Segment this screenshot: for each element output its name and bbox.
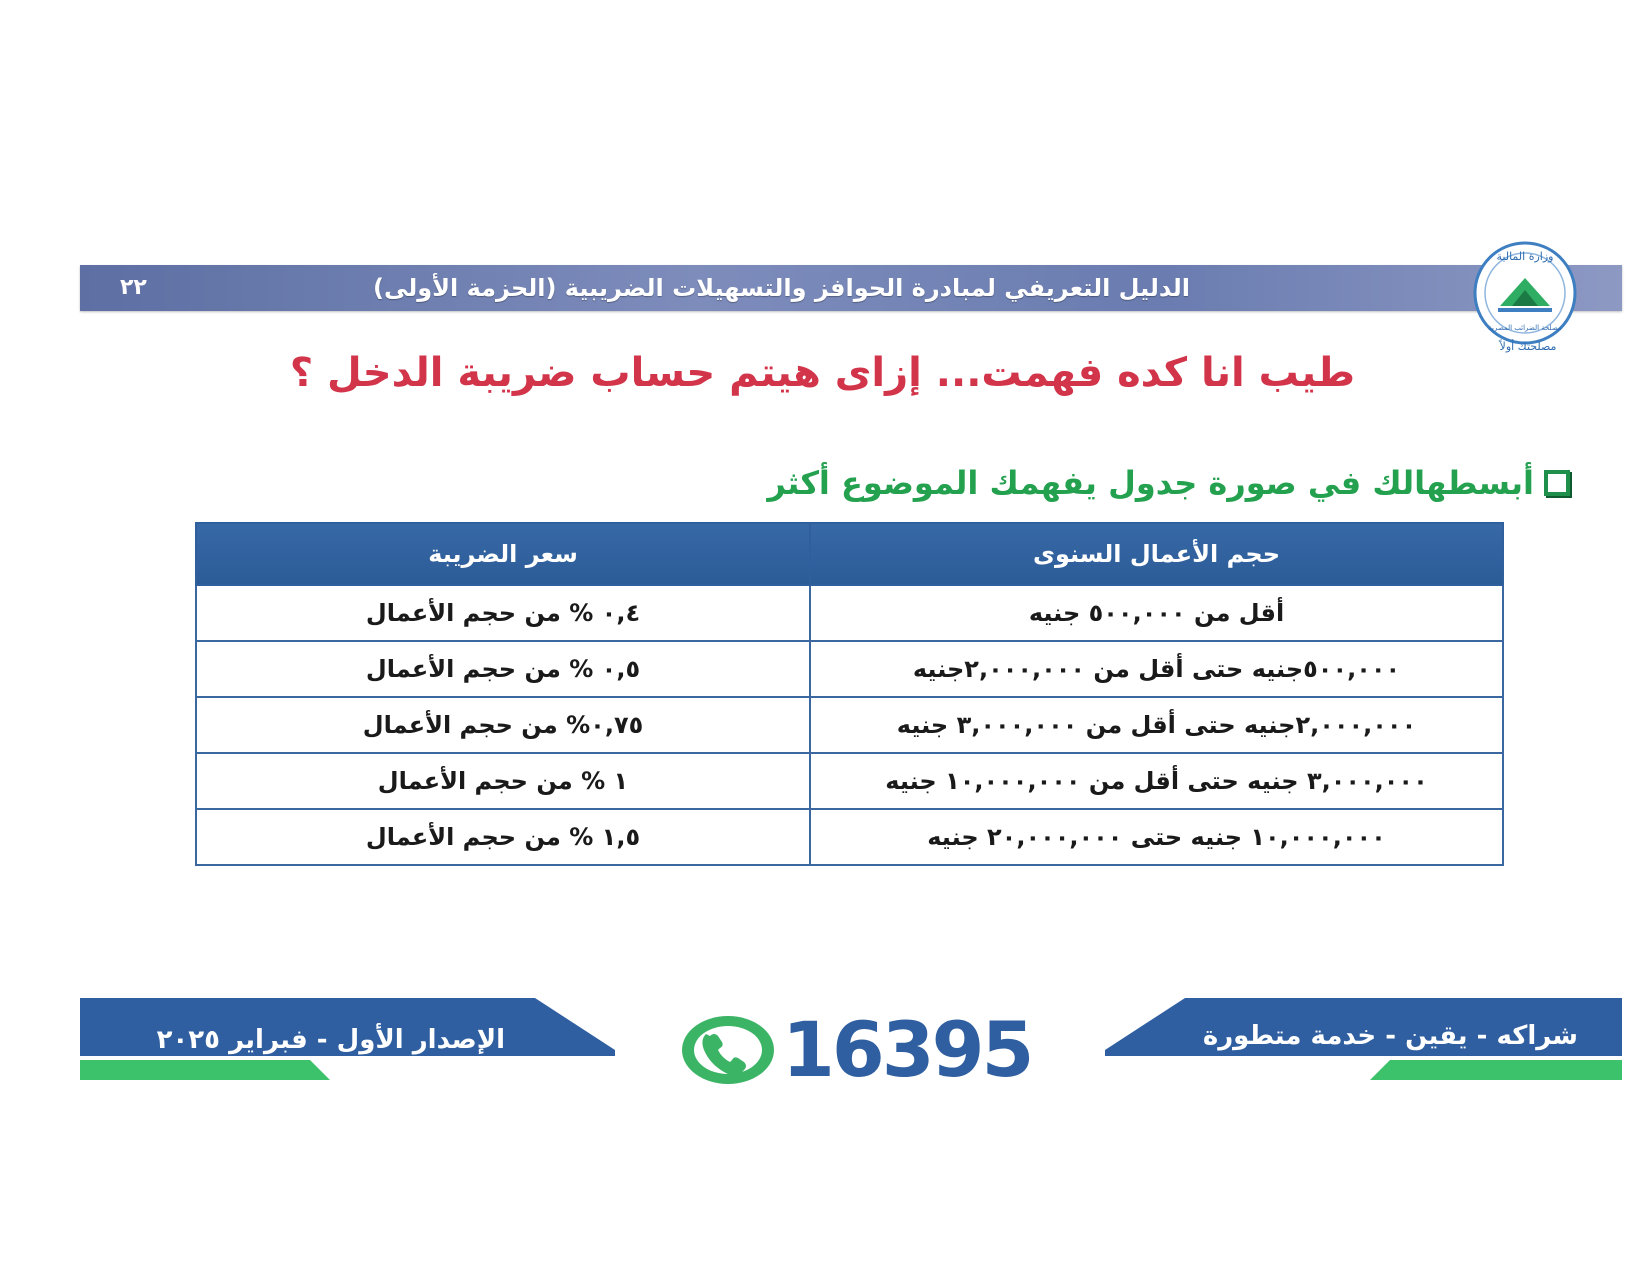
footer-edition: الإصدار الأول - فبراير ٢٠٢٥ <box>156 1025 505 1055</box>
logo-caption: مصلحتك أولاً <box>1499 340 1557 353</box>
phone-icon <box>680 1012 776 1088</box>
cell-rate: ٠,٥ % من حجم الأعمال <box>196 641 810 697</box>
table-row <box>196 809 1503 865</box>
main-heading: طيب انا كده فهمت... إزاى هيتم حساب ضريبة الدخل ؟ <box>289 350 1355 396</box>
footer-slogan: شراكه - يقين - خدمة متطورة <box>1202 1021 1578 1051</box>
logo-top-text: وزارة المالية <box>1496 250 1554 263</box>
cell-rate: ٠,٤ % من حجم الأعمال <box>196 585 810 641</box>
table-row <box>196 753 1503 809</box>
bullet-text: أبسطهالك في صورة جدول يفهمك الموضوع أكثر <box>767 464 1534 502</box>
tax-rate-table <box>195 522 1504 866</box>
bullet-line <box>767 460 1570 506</box>
column-header-volume: حجم الأعمال السنوى <box>810 523 1503 585</box>
hotline-number: 16395 <box>782 1005 1032 1094</box>
cell-volume: أقل من ٥٠٠,٠٠٠ جنيه <box>810 585 1503 641</box>
cell-volume: ١٠,٠٠٠,٠٠٠ جنيه حتى ٢٠,٠٠٠,٠٠٠ جنيه <box>810 809 1503 865</box>
table-header-row <box>196 523 1503 585</box>
ministry-logo <box>1470 238 1580 348</box>
header-title: الدليل التعريفي لمبادرة الحوافز والتسهيلات الضريبية (الحزمة الأولى) <box>372 274 1190 302</box>
checkbox-bullet-icon <box>1544 470 1570 496</box>
table-row <box>196 585 1503 641</box>
cell-rate: ١ % من حجم الأعمال <box>196 753 810 809</box>
table-row <box>196 641 1503 697</box>
hotline <box>680 1005 1032 1094</box>
column-header-rate: سعر الضريبة <box>196 523 810 585</box>
cell-rate: ١,٥ % من حجم الأعمال <box>196 809 810 865</box>
cell-rate: ٠,٧٥% من حجم الأعمال <box>196 697 810 753</box>
cell-volume: ٣,٠٠٠,٠٠٠ جنيه حتى أقل من ١٠,٠٠٠,٠٠٠ جنيه <box>810 753 1503 809</box>
logo-bottom-text: مصلحة الضرائب المصرية <box>1488 324 1562 332</box>
cell-volume: ٢,٠٠٠,٠٠٠جنيه حتى أقل من ٣,٠٠٠,٠٠٠ جنيه <box>810 697 1503 753</box>
cell-volume: ٥٠٠,٠٠٠جنيه حتى أقل من ٢,٠٠٠,٠٠٠جنيه <box>810 641 1503 697</box>
table-row <box>196 697 1503 753</box>
page-number: ٢٢ <box>120 275 147 300</box>
